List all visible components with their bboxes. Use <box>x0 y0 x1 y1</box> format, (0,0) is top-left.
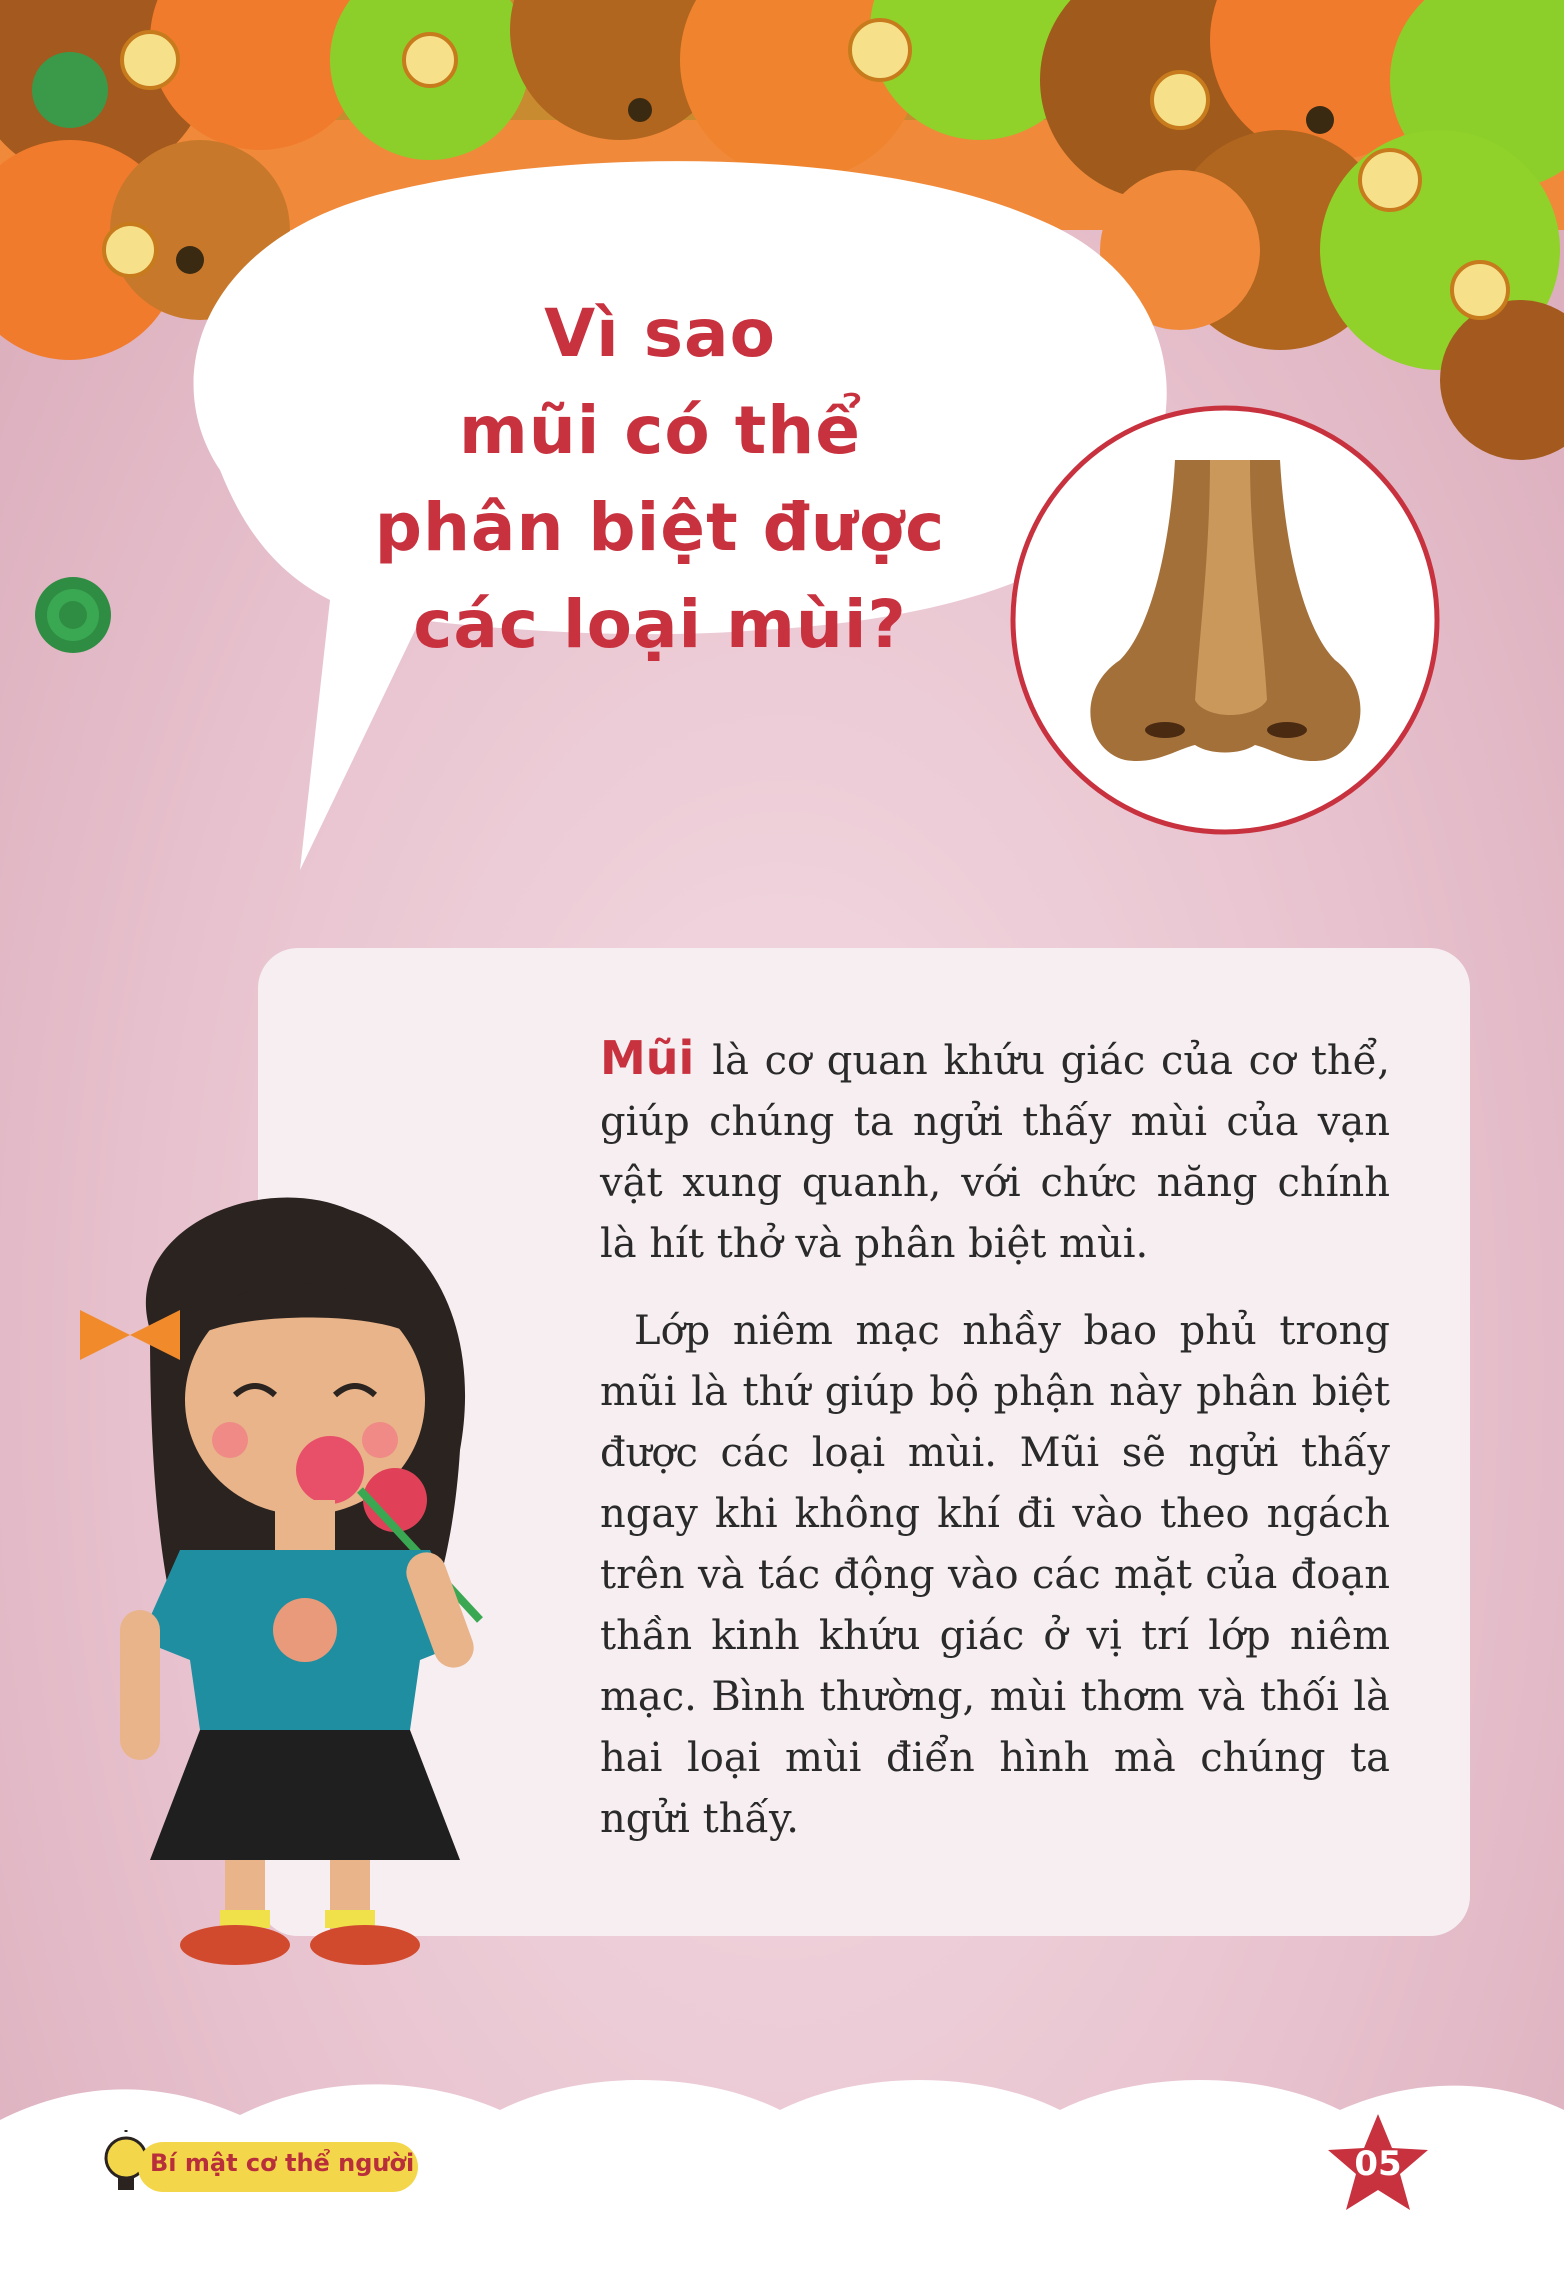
paragraph-1-text: là cơ quan khứu giác của cơ thể, giúp chúng ta ngửi thấy mùi của vạn vật xung quanh, với chức năng chính là hít thở và phân biệt mùi. <box>600 1038 1390 1267</box>
title-line-1: Vì sao <box>544 295 776 372</box>
paragraph-1 <box>600 1028 1390 1275</box>
page-title <box>300 285 1020 673</box>
title-line-3: phân biệt được <box>374 489 946 566</box>
body-text <box>600 1028 1390 1876</box>
series-label: Bí mật cơ thể người <box>150 2149 415 2177</box>
page-number: 05 <box>1354 2144 1402 2184</box>
nose-illustration <box>1005 400 1445 840</box>
keyword-nose: Mũi <box>600 1031 695 1085</box>
paragraph-2: Lớp niêm mạc nhầy bao phủ trong mũi là thứ giúp bộ phận này phân biệt được các loại mùi. Mũi sẽ ngửi thấy ngay khi không khí đi vào theo ngách trên và tác động vào các mặt của đoạn thần kinh khứu giác ở vị trí lớp niêm mạc. Bình thường, mùi thơm và thối là hai loại mùi điển hình mà chúng ta ngửi thấy. <box>600 1308 1390 1842</box>
title-line-4: các loại mùi? <box>413 586 907 663</box>
title-line-2: mũi có thể <box>458 392 862 469</box>
girl-illustration <box>60 1170 540 1970</box>
